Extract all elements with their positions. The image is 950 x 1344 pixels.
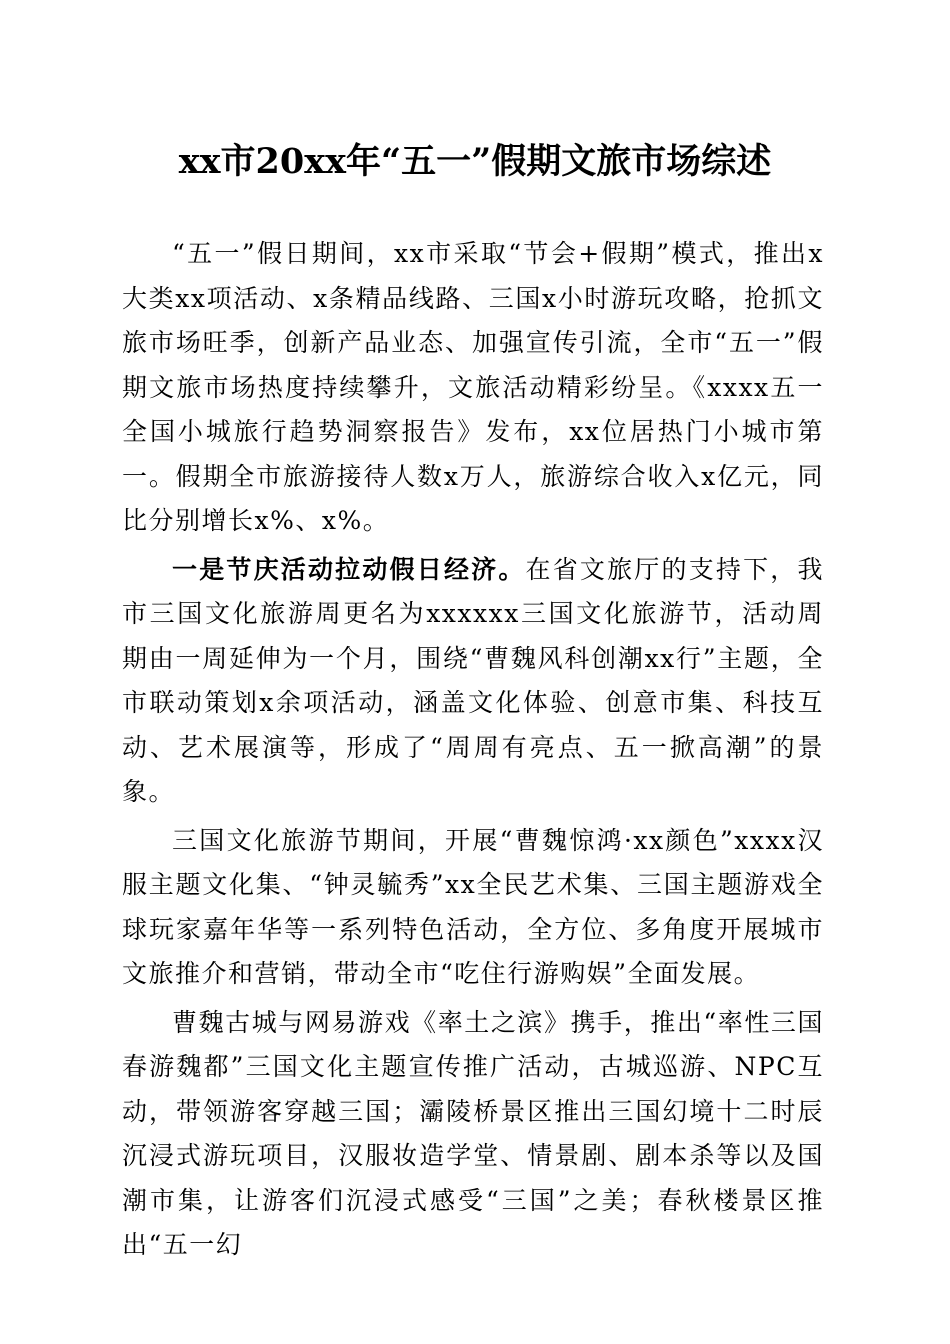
paragraph-text: 曹魏古城与网易游戏《率土之滨》携手，推出“率性三国春游魏都”三国文化主题宣传推广活动，古城巡游、NPC互动，带领游客穿越三国；灞陵桥景区推出三国幻境十二时辰沉浸式游玩项目，汉服妆造学堂、情景剧、剧本杀等以及国潮市集，让游客们沉浸式感受“三国”之美；春秋楼景区推出“五一幻 <box>122 1007 824 1259</box>
paragraph-festival-activities <box>122 819 824 997</box>
paragraph-text: 三国文化旅游节期间，开展“曹魏惊鸿·xx颜色”xxxx汉服主题文化集、“钟灵毓秀”xx全民艺术集、三国主题游戏全球玩家嘉年华等一系列特色活动，全方位、多角度开展城市文旅推介和营销，带动全市“吃住行游购娱”全面发展。 <box>122 825 824 988</box>
paragraph-text: 在省文旅厅的支持下，我市三国文化旅游周更名为xxxxxx三国文化旅游节，活动周期由一周延伸为一个月，围绕“曹魏风科创潮xx行”主题，全市联动策划x余项活动，涵盖文化体验、创意市集、科技互动、艺术展演等，形成了“周周有亮点、五一掀高潮”的景象。 <box>122 554 824 806</box>
paragraph-festival-economy <box>122 548 824 815</box>
paragraph-intro <box>122 232 824 544</box>
document-title: xx市20xx年“五一”假期文旅市场综述 <box>178 141 772 182</box>
document-body <box>122 232 824 1272</box>
paragraph-lead: 一是节庆活动拉动假日经济。 <box>172 554 526 584</box>
paragraph-ancient-city <box>122 1001 824 1268</box>
paragraph-text: “五一”假日期间，xx市采取“节会+假期”模式，推出x大类xx项活动、x条精品线路、三国x小时游玩攻略，抢抓文旅市场旺季，创新产品业态、加强宣传引流，全市“五一”假期文旅市场热度持续攀升，文旅活动精彩纷呈。《xxxx五一全国小城旅行趋势洞察报告》发布，xx位居热门小城市第一。假期全市旅游接待人数x万人，旅游综合收入x亿元，同比分别增长x%、x%。 <box>122 239 824 535</box>
